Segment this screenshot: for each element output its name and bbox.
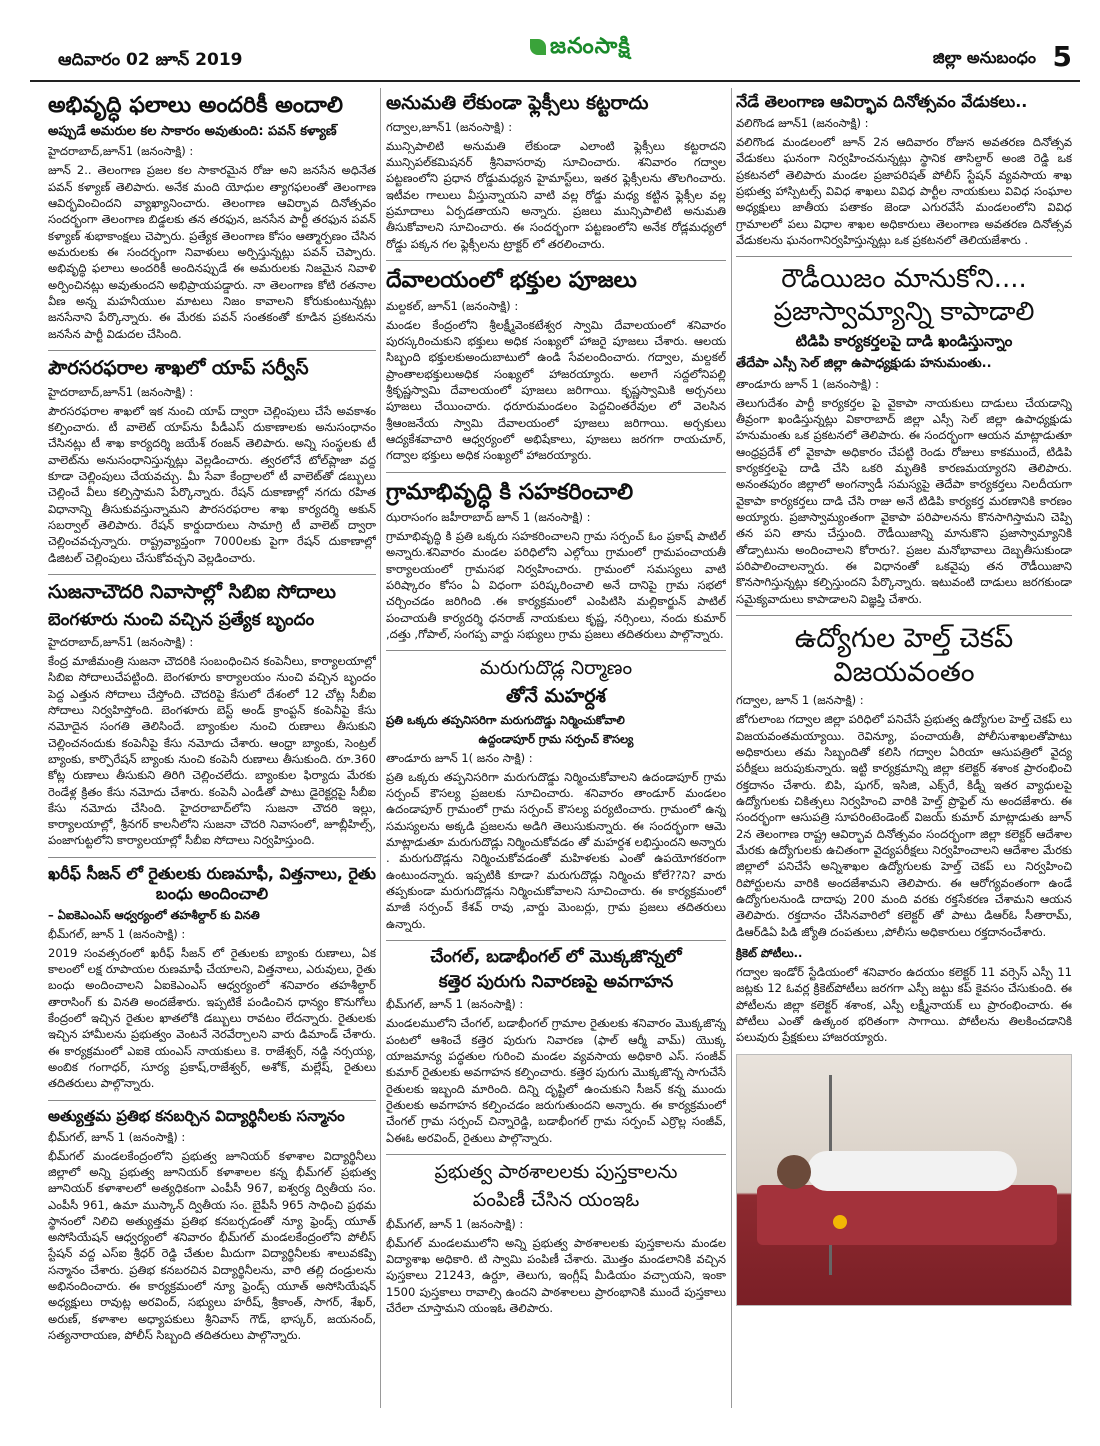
leaf-icon — [530, 39, 546, 55]
article-body: మండలములోని చేంగల్, బడాభీంగల్ గ్రామాల రైతులకు శనివారం మొక్కజొన్న పంటలో ఆశించే కత్తెర పురుగు నివారణ (ఫాల్ ఆర్మీ వామ్) యొక్క యాజమాన్య పద్ధతుల గురించి మండల వ్యవసాయ అధికారి ఎస్. సంజీవ్ కుమార్ రైతులకు అవగాహన కల్పించారు. కత్తెర పురుగు మొక్కజొన్న సాగుచేసే రైతులకు ఇబ్బంది మారింది. దిన్ని దృష్టిలో ఉంచుకుని సీజన్ కన్న ముందు రైతులకు అవగాహన కల్పించడం జరుగుతుందని అన్నారు. ఈ కార్యక్రమంలో చేంగల్ గ్రామ సర్పంచ్ చిన్నారెడ్డి, బడాభీంగల్ గ్రామ సర్పంచ్ ఎర్రొల్ల సంజీవ్, ఏఈఓ అరవింద్, రైతులు పాల్గొన్నారు. — [386, 1016, 726, 1145]
issue-date: ఆదివారం 02 జూన్ 2019 — [58, 50, 243, 70]
divider — [48, 857, 376, 858]
patient-head — [777, 1155, 811, 1189]
divider — [48, 1100, 376, 1101]
subheadline: తేదేపా ఎస్సీ సెల్ జిల్లా ఉపాధ్యక్షుడు హనుమంతు.. — [736, 355, 992, 371]
headline: అనుమతి లేకుండా ఫ్లెక్సీలు కట్టరాదు — [386, 92, 649, 114]
subheadline: అప్పుడే అమరుల కల సాకారం అవుతుంది: పవన్ కళ్యాణ్ — [48, 123, 337, 139]
headline: అత్యుత్తమ ప్రతిభ కనబర్చిన విద్యార్థినీలకు సన్మానం — [48, 1106, 345, 1125]
article — [386, 479, 726, 643]
headline: రౌడీయిజం మానుకోని.... — [781, 264, 1027, 295]
section-name: జిల్లా అనుబంధం — [932, 48, 1036, 67]
article — [48, 357, 376, 566]
divider — [48, 574, 376, 575]
headline: చేంగల్, బడాభీంగల్ లో మొక్కజొన్నలో — [430, 946, 682, 967]
byline: – ఏఐకెఎంఎస్ ఆధ్వర్యంలో తహశీల్దార్ కు వినతి — [48, 907, 260, 922]
article-body: మున్సిపాలిటి అనుమతి లేకుండా ఎలాంటి ఫ్లెక్సీలు కట్టరాదని మున్సిపల్‌కమిషనర్ శ్రీనివాసరావు సూచించారు. శనివారం గద్వాల పట్టణంలోని ప్రధాన రోడ్డుమధ్యన హైమాస్ట్‌లు, ఇతర ఫ్లెక్సీలను తొలగించారు. ఇటీవల గాలులు వీస్తున్నాయని వాటి వల్ల రోడ్డు మధ్య కట్టిన ఫ్లెక్సీల వల్ల ప్రమాదాలు ఏర్పడతాయని అన్నారు. ప్రజలు మున్సిపాలిటి అనుమతి తీసుకోవాలని సూచించారు. ఈ సందర్భంగా పట్టణంలోని అనేక రోడ్లమధ్యలో రోడ్డు పక్కన గల ఫ్లెక్సీలను ట్రాక్టర్ లో తరలించారు. — [386, 138, 726, 251]
headline: నేడే తెలంగాణ ఆవిర్భావ దినోత్సవం వేడుకలు.. — [736, 92, 1028, 111]
dateline: తాండూరు జూన్ 1 (జనంసాక్షి) : — [736, 376, 879, 391]
subheadline: ఉద్దండాపూర్ గ్రామ సర్పంచ్ కౌసల్య — [478, 731, 634, 746]
divider — [386, 1154, 726, 1155]
article-body: మండల కేంద్రంలోని శ్రీలక్ష్మీవెంకటేశ్వర స్వామి దేవాలయంలో శనివారం పురస్కరించుకుని భక్తులు అధిక సంఖ్యలో హాజరై పూజలు చేశారు. ఆలయ సిబ్బంది భక్తులకుఅందుబాటులో ఉండి సేవలందించారు. గద్వాల, మల్దకల్ ప్రాంతాలభక్తులుఅధిక సంఖ్యలో హాజరయ్యారు. అలాగే సద్దలోనిపల్లి శ్రీకృష్ణస్వామి దేవాలయంలో పూజలు జరిగాయి. కృష్ణస్వామికి అర్చనలు పూజలు చేయించారు. ధరూరుమండలం పెద్దచింతరేవుల లో వెలసిన శ్రీఆంజనేయ స్వామి దేవాలయంలో పూజలు జరిగాయి. అర్చకులు ఆద్యకేశవాచారి ఆధ్వర్యంలో అభిషేకాలు, పూజలు జరగగా రాయచూర్, గద్వాల భక్తులు అధిక సంఖ్యలో హాజరయ్యారు. — [386, 317, 726, 463]
article-body: వలిగొండ మండలంలో జూన్ 2న ఆదివారం రోజున అవతరణ దినోత్సవ వేడుకలు ఘనంగా నిర్వహించనున్నట్లు స్థానిక తాసిల్దార్ అంజి రెడ్డి ఒక ప్రకటనలో తెలిపారు మండల ప్రజాపరిషత్ పోలీస్ స్టేషన్ వ్యవసాయ శాఖ ప్రభుత్వ హాస్పిటల్స్ వివిధ శాఖలు వివిధ పార్టీల నాయకులు వివిధ సంఘాల అధ్యక్షులు జాతీయ పతాకం జెండా ఎగురవేసే మండలంలోని వివిధ గ్రామాలలో పలు విధాల శాఖల అధికారులు తెలంగాణ అవతరణ దినోత్సవ వేడుకలను ఘనంగానిర్వహిస్తున్నట్లు ఒక ప్రకటనలో తెలియజేశారు . — [736, 135, 1072, 247]
dateline: భీమ్‌గల్, జూన్ 1 (జనంసాక్షి) : — [386, 997, 524, 1012]
article — [386, 92, 726, 252]
subheadline: బెంగళూరు నుంచి వచ్చిన ప్రత్యేక బృందం — [48, 609, 315, 630]
headline: పౌరసరఫరాల శాఖలో యాప్ సర్వీస్ — [48, 357, 309, 379]
headline: మరుగుదొడ్ల నిర్మాణం — [479, 657, 633, 680]
subheadline: టిడిపి కార్యకర్తలపై దాడి ఖండిస్తున్నాం — [795, 332, 1013, 351]
article-body: ప్రతి ఒక్కరు తప్పనిసరిగా మరుగుదొడ్డు నిర్మించుకోవాలని ఉదండాపూర్ గ్రామ సర్పంచ్ కౌసల్య ప్రజలకు సూచించారు. శనివారం తాండూర్ మండలం ఉదండాపూర్ గ్రామంలో గ్రామ సర్పంచ్ కౌసల్య పర్యటించారు. గ్రామంలో ఉన్న సమస్యలను అక్కడి ప్రజలను అడిగి తెలుసుకున్నారు. ఈ సందర్భంగా ఆమె మాట్లాడుతూ మరుగుదొడ్లు నిర్మించుకోవడం తో మహర్దశ లభిస్తుందని అన్నారు . మరుగుదొడ్లను నిర్మించుకోవడంతో మహిళలకు ఎంతో ఉపయోగకరంగా ఉంటుందన్నారు. ఇప్పటికి కూడా? మరుగుదొడ్లు నిర్మించు కోలే??ని? వారు తప్పకుండా మరుగుదొడ్లను నిర్మించుకోవాలని సూచించారు. ఈ కార్యక్రమంలో మాజీ సర్పంచ్ కేశవ్ రావు ,వార్డు మెంబర్లు, గ్రామ ప్రజలు తదితరులు ఉన్నారు. — [386, 769, 726, 931]
headline: సుజనాచౌదరి నివాసాల్లో సిబిఐ సోదాలు — [48, 581, 337, 604]
stress-ball — [833, 1215, 847, 1229]
article-body: కేంద్ర మాజీమంత్రి సుజనా చౌదరికి సంబంధించిన కంపెనీలు, కార్యాలయాల్లో సిబిఐ సోదాలుచేపట్టింది. బెంగళూరు కార్యాలయం నుంచి వచ్చిన బృందం పెద్ద ఎత్తున సోదాలు చేస్తోంది. చౌదరిపై కేసులో దేశంలో 12 చోట్ల సీబీఐ సోదాలు నిర్వహిస్తోంది. బెంగళూరు బెస్ట్ అండ్ క్రాంప్టన్ కంపెనీపై కేసు నమోదైన సంగతి తెలిసిందే. బ్యాంకుల నుంచి రుణాలు తీసుకుని చెల్లించనందుకు కంపెనీపై కేసు నమోదు చేశారు. ఆంధ్రా బ్యాంకు, సెంట్రల్ బ్యాంకు, కార్పొరేషన్ బ్యాంకు నుంచి కంపెనీ రుణాలు తీసుకుంది. రూ.360 కోట్ల రుణాలు తీసుకుని తిరిగి చెల్లించలేదు. బ్యాంకుల ఫిర్యాదు మేరకు రెండేళ్ల క్రితం కేసు నమోదు చేశారు. కంపెనీ ఎండీతో పాటు డైరెక్టర్లపై సీబీఐ కేసు నమోదు చేసింది. హైదరాబాద్‌లోని సుజనా చౌదరి ఇల్లు, కార్యాలయాల్లో, శ్రీనగర్ కాలనీలోని సుజనా చౌదరి నివాసంలో, జూబ్లీహిల్స్, పంజాగుట్టలోని కార్యాలయాల్లో సీబీఐ సోదాలు నిర్వహిస్తుంది. — [48, 653, 376, 848]
column-divider — [731, 88, 732, 1408]
sub-heading: క్రికెట్ పోటీలు.. — [736, 946, 803, 961]
divider — [386, 940, 726, 941]
article-body: జూన్ 2.. తెలంగాణ ప్రజల కల సాకారమైన రోజు అని జనసేన అధినేత పవన్ కళ్యాణ్ తెలిపారు. అనేక మంది యోధుల త్యాగఫలంతో తెలంగాణ ఆవిర్భవించిందని వ్యాఖ్యానించారు. తెలంగాణ ఆవిర్భావ దినోత్సవం సందర్భంగా తెలంగాణ బిడ్డలకు తన తరఫున, జనసేన పార్టీ తరఫున పవన్ కళ్యాణ్ శుభాకాంక్షలు చెప్పారు. ప్రత్యేక తెలంగాణ కోసం ఆత్మార్పణం చేసిన అమరులకు ఈ సందర్భంగా నివాళులు అర్పిస్తున్నట్లు పవన్ చెప్పారు. అభివృద్ధి ఫలాలు అందరికీ అందినప్పుడే ఈ అమరులకు నిజమైన నివాళి అర్పించినట్లు అవుతుందని అభిప్రాయపడ్డారు. నా తెలంగాణ కోటి రతనాల వీణ అన్న మహనీయుల మాటలు నిజం కావాలని కోరుకుంటున్నట్లు జనసేనాని పేర్కొన్నారు. ఈ మేరకు పవన్ సంతకంతో కూడిన ప్రకటనను జనసేన పార్టీ విడుదల చేసింది. — [48, 163, 376, 341]
headline: పంపిణీ చేసిన యంఇఓ — [472, 1188, 640, 1211]
article-body: తెలుగుదేశం పార్టీ కార్యకర్తల పై వైకాపా నాయకులు దాడులు చేయడాన్ని తీవ్రంగా ఖండిస్తున్నట్లు వికారాబాద్ జిల్లా ఎస్సీ సెల్ జిల్లా ఉపాధ్యక్షుడు హనుమంతు ఒక ప్రకటనలో తెలిపారు. ఈ సందర్భంగా ఆయన మాట్లాడుతూ ఆంధ్రప్రదేశ్ లో వైకాపా అధికారం చేపట్టి రెండు రోజులు కాకముందే, టిడిపి కార్యకర్తలపై దాడి చేసి ఒకరి మృతికి కారణమయ్యారని తెలిపారు. అనంతపురం జిల్లాలో అంగన్వాడీ సమస్యపై తెదేపా కార్యకర్తలు నిలదీయగా వైకాపా కార్యకర్తలు దాడి చేసి రాజు అనే టిడిపి కార్యకర్త మరణానికి కారణం అయ్యారు. ప్రజాస్వామ్యంతంగా వైకాపా పరిపాలనను కొనసాగిస్తామని చెప్పి తన పని తాను చేస్తుంది. రౌడీయిజాన్ని మానుకొని ప్రజాస్వామ్యానికి తోడ్పాటును అందించాలని కోరారు?. ప్రజల మనోభావాలు దెబ్బతీసుకుండా పరిపాలించాలన్నారు. ఈ విధానంతో ఒకవైపు తన రౌడీయిజాని కొనసాగిస్తున్నట్లు కల్పిస్తుందని పేర్కొన్నారు. ఇటువంటి దాడులు జరగకుండా సమైక్యవాదులు కాపాడాలని విజ్ఞప్తి చేశారు. — [736, 395, 1072, 606]
divider — [736, 615, 1072, 616]
article-body: భీమ్‌గల్ మండలములోని అన్ని ప్రభుత్వ పాఠశాలలకు పుస్తకాలను మండల విద్యాశాఖ అధికారి. టి స్వామి పంపిణీ చేశారు. మొత్తం మండలానికి వచ్చిన పుస్తకాలు 21243, ఉర్దూ, తెలుగు, ఇంగ్లీష్ మీడియం వచ్చాయని, ఇంకా 1500 పుస్తకాలు రావాల్సి ఉందని పాఠశాలలు ప్రారంభానికి ముందే పుస్తకాలు చేరేలా చూస్తామని యంఇఓ తెలిపారు. — [386, 1235, 726, 1315]
article — [736, 263, 1072, 607]
headline: తోనే మహర్దశ — [506, 685, 606, 708]
dateline: గద్వాల, జూన్ 1 (జనసాక్షి) : — [736, 693, 864, 708]
dateline: ఝరాసంగం జహీరాబాద్ జూన్ 1 (జనంసాక్షి) : — [386, 510, 591, 524]
divider — [386, 472, 726, 473]
page-number: 5 — [1052, 40, 1072, 73]
dateline: వలిగొండ జూన్1 (జనంసాక్షి) : — [736, 116, 869, 130]
article — [736, 622, 1072, 1046]
divider — [386, 260, 726, 261]
article — [48, 1107, 376, 1344]
article-body: గద్వాల ఇండోర్ స్టేడియంలో శనివారం ఉదయం కలెక్టర్ 11 వర్సెస్ ఎస్పీ 11 జట్లకు 12 ఓవర్ల క్రికెట్‌పోటీలు జరగగా ఎస్పీ జట్టు కప్ కైవసం చేసుకుంది. ఈ పోటీలను జిల్లా కలెక్టర్ శశాంక, ఎస్పీ లక్ష్మీనాయక్ లు ప్రారంభించారు. ఈ పోటీలు ఎంతో ఉత్కంఠ భరితంగా సాగాయి. పోటీలను తిలకించడానికి పలువురు ప్రేక్షకులు హాజరయ్యారు. — [736, 965, 1072, 1045]
article-body: పౌరసరఫరాల శాఖలో ఇక నుంచి యాప్ ద్వారా చెల్లింపులు చేసే అవకాశం కల్పించారు. టీ వాలెట్ యాప్‌ను పీడీఎస్ దుకాణాలకు అనుసంధానం చేసినట్లు టీ శాఖ కార్యదర్శి జయేశ్ రంజన్ తెలిపారు. అన్ని సంస్థలకు టీ వాలెట్‌ను అనుసంధానిస్తున్నట్లు వెల్లడించారు. త్వరలోనే టోల్‌ప్లాజా వద్ద కూడా చెల్లింపులు చేయవచ్చు. మీ సేవా కేంద్రాలలో టీ వాలెట్‌తో డబ్బులు చెల్లించే వీలు కల్పిస్తామని పేర్కొన్నారు. రేషన్ దుకాణాల్లో నగదు రహిత విధానాన్ని తీసుకువస్తున్నామని పౌరసరఫరాల శాఖ కార్యదర్శి అకున్ సబర్వాల్ తెలిపారు. రేషన్ కార్డుదారులు సామాగ్రి టీ వాలెట్ ద్వారా చెల్లించవచ్చన్నారు. రాష్ట్రవ్యాప్తంగా 7000లకు పైగా రేషన్ దుకాణాల్లో డిజిటల్ చెల్లింపులు చేసుకోవచ్చని వెల్లడించారు. — [48, 403, 376, 565]
divider — [386, 650, 726, 651]
hospital-bed — [757, 1185, 1057, 1245]
column-left — [48, 88, 376, 1408]
article — [386, 1161, 726, 1316]
patient-figure — [807, 1151, 1017, 1191]
headline: కత్తెర పురుగు నివారణపై అవగాహన — [438, 972, 674, 993]
article — [736, 92, 1072, 248]
headline: అభివృద్ధి ఫలాలు అందరికీ అందాలి — [48, 93, 343, 118]
news-photo — [736, 1054, 1072, 1306]
divider — [736, 256, 1072, 257]
article-body: గ్రామాభివృద్ధి కి ప్రతి ఒక్కరు సహకరించాలని గ్రామ సర్పంచ్ ఓం ప్రకాష్ పాటిల్ అన్నారు.శనివారం మండల పరిధిలోని ఎల్గోయి గ్రామంలో గ్రామపంచాయతీ కార్యాలయంలో గ్రామసభ నిర్వహించారు. గ్రామంలో సమస్యలు వాటి పరిష్కారం కోసం ఏ విధంగా పరిష్కరించాలి అనే దానిపై గ్రామ సభలో చర్చించడం జరిగింది .ఈ కార్యక్రమంలో ఎంపిటిసి మల్లికార్జున్ పాటిల్ పంచాయతీ కార్యదర్శి ధనరాజ్ నాయకులు కృష్ణ, నర్సింలు, నందు కుమార్ ,దత్తు ,గోపాల్, సంగప్ప వార్డు సభ్యులు గ్రామ ప్రజలు తదితరులు పాల్గొన్నారు. — [386, 529, 726, 641]
divider — [48, 350, 376, 351]
dateline: భీమ్‌గల్, జూన్ 1 (జనంసాక్షి) : — [48, 1129, 186, 1144]
subheadline: ప్రతి ఒక్కరు తప్పనిసరిగా మరుగుదొడ్డు నిర్మించుకోవాలి — [386, 712, 625, 727]
headline: విజయవంతం — [833, 656, 975, 688]
article — [48, 581, 376, 849]
article — [48, 864, 376, 1092]
column-middle — [386, 88, 726, 1408]
headline: ప్రభుత్వ పాఠశాలలకు పుస్తకాలను — [434, 1161, 678, 1184]
logo-text: జనంసాక్షి — [550, 34, 631, 59]
headline: గ్రామాభివృద్ధి కి సహకరించాలి — [386, 479, 634, 505]
dateline: మల్దకల్, జూన్1 (జనంసాక్షి) : — [386, 298, 519, 313]
article — [48, 92, 376, 342]
dateline: తాండూరు జూన్ 1( జనం సాక్షి) : — [386, 750, 533, 765]
dateline: భీమ్‌గల్, జూన్ 1 (జనంసాక్షి) : — [386, 1216, 524, 1231]
column-divider — [380, 88, 381, 1408]
dateline: భీమ్‌గల్, జూన్ 1 (జనంసాక్షి) : — [48, 926, 186, 941]
dateline: హైదరాబాద్,జూన్1 (జనంసాక్షి) : — [48, 634, 194, 649]
page-header — [30, 30, 1080, 82]
dateline: గద్వాల,జూన్1 (జనంసాక్షి) : — [386, 119, 513, 134]
headline: దేవాలయంలో భక్తుల పూజలు — [386, 268, 637, 294]
article-body: జోగులాంబ గద్వాల జిల్లా పరిధిలో పనిచేసే ప్రభుత్వ ఉద్యోగుల హెల్త్ చెకప్ లు విజయవంతమయ్యాయి. రెవిన్యూ, పంచాయతీ, పోలీసుశాఖలతోపాటు అధికారులు తమ సిబ్బందితో కలిసి గద్వాల ఏరియా ఆసుపత్రిలో వైద్య పరీక్షలు జరుపుకున్నారు. ఇట్టి కార్యక్రమాన్ని జిల్లా కలెక్టర్ శశాంక ప్రారంభించి రక్తదానం చేశారు. బిపి, షుగర్, ఇసిజి, ఎక్స్‌రే, కిడ్నీ ఇతర వ్యాధులపై ఉద్యోగులకు చికిత్సలు నిర్వహించి వారికి హెల్త్ ప్రొఫైల్ ను అందజేశారు. ఈ సందర్భంగా ఆసుపత్రి సూపరింటెండెంట్ విజయ్ కుమార్ మాట్లాడుతు జూన్ 2న తెలంగాణ రాష్ట్ర ఆవిర్భావ దినోత్సవం సందర్భంగా జిల్లా కలెక్టర్ ఆదేశాల మేరకు ఉద్యోగులకు ఉచితంగా వైద్యపరీక్షలు నిర్వహించాలని ఆదేశాల మేరకు జిల్లాలో పనిచేసే అన్నిశాఖల ఉద్యోగులకు హెల్త్ చెకప్ లు నిర్వహించి రిపోర్టులను వారికి అందజేశామని తెలిపారు. ఈ ఆరోగ్యవంతంగా ఉండే ఉద్యోగులనుండి దాదాపు 200 మంది వరకు రక్తసేకరణ చేశామని ఆయన తెలిపారు. రక్తదానం చేసినవారిలో కలెక్టర్ తో పాటు డిఆర్‌ఓ సీతారామ్, డిఆర్‌డిఏ పిడి జ్యోతి దంపతులు ,పోలీసు అధికారులు రక్తదానంచేశారు. — [736, 712, 1072, 939]
headline: ఖరీఫ్ సీజన్ లో రైతులకు రుణమాఫీ, విత్తనాలు, రైతు బంధు అందించాలి — [48, 863, 376, 903]
masthead-logo — [530, 34, 631, 64]
article — [386, 267, 726, 463]
dateline: హైదరాబాద్,జూన్1 (జనంసాక్షి) : — [48, 144, 194, 159]
article — [386, 947, 726, 1146]
column-right — [736, 88, 1072, 1408]
dateline: హైదరాబాద్,జూన్1 (జనంసాక్షి) : — [48, 384, 194, 399]
headline: ప్రజాస్వామ్యాన్ని కాపాడాలి — [773, 296, 1035, 327]
article-body: 2019 సంవత్సరంలో ఖరీఫ్ సీజన్ లో రైతులకు బ్యాంకు రుణాలు, ఏక కాలంలో లక్ష రూపాయల రుణమాఫీ చేయాలని, విత్తనాలు, ఎరువులు, రైతు బంధు అందించాలని ఏఐకెఎంఎస్ ఆధ్వర్యంలో శనివారం తహశీల్దార్ తారాసింగ్ కు వినతి అందజేశారు. ఇప్పటికే పండించిన ధాన్యం కొనుగోలు కేంద్రంలో ఇచ్చిన రైతుల ఖాతలోకి డబ్బులు రావటం లేదన్నారు. రైతులకు ఇచ్చిన హామీలను ప్రభుత్వం వెంటనే నెరవేర్చాలని వారు డిమాండ్ చేశారు. ఈ కార్యక్రమంలో ఎఐకె యంఎస్ నాయకులు కె. రాజేశ్వర్, నడ్డి నర్సయ్య, అంబిక గంగాధర్, సూర్య ప్రకాష్,రాజేశ్వర్, అశోక్, మల్లేష్, రైతులు తదితరులు పాల్గొన్నారు. — [48, 945, 376, 1091]
article — [386, 657, 726, 932]
article-body: భీమ్‌గల్ మండలకేంద్రంలోని ప్రభుత్వ జూనియర్ కళాశాల విద్యార్థినీలు జిల్లాలో అన్ని ప్రభుత్వ జూనియర్ కళాశాలల కన్న భీమ్‌గల్ ప్రభుత్వ జూనియర్ కళాశాలలో అత్యధికంగా ఎంపీసీ 967, ఐశ్వర్య ద్వితీయ సం. ఎంపీసీ 961, ఉమా ముస్కాన్ ద్వితీయ సం. బైపీసీ 965 సాధించి ప్రథమ స్థానంలో నిలిచి అత్యుత్తమ ప్రతిభ కనబర్చడంతో న్యూ ఫ్రెండ్స్ యూత్ అసోసియేషన్ ఆధ్వర్యంలో శనివారం భీమ్‌గల్ మండలకేంద్రంలోని పోలీస్ స్టేషన్ వద్ద ఎస్ఐ శ్రీధర్ రెడ్డి చేతుల మీదుగా విద్యార్థినీలకు శాలువకప్పి సన్మానం చేశారు. ప్రతిభ కనబరచిన విద్యార్థినీలను, వారి తల్లి దండ్రులను అభినందించారు. ఈ కార్యక్రమంలో న్యూ ఫ్రెండ్స్ యూత్ అసోసియేషన్ అధ్యక్షులు రావుట్ల అరవింద్, సభ్యులు హరీష్, శ్రీకాంత్, సాగర్, శేఖర్, అరుణ్, కళాశాల అధ్యాపకులు శ్రీనివాస్ గౌడ్, భాస్కర్, జయనంద్, సత్యనారాయణ, పోలీస్ సిబ్బంది తదితరులు పాల్గొన్నారు. — [48, 1148, 376, 1343]
headline: ఉద్యోగుల హెల్త్ చెకప్ — [794, 622, 1014, 654]
